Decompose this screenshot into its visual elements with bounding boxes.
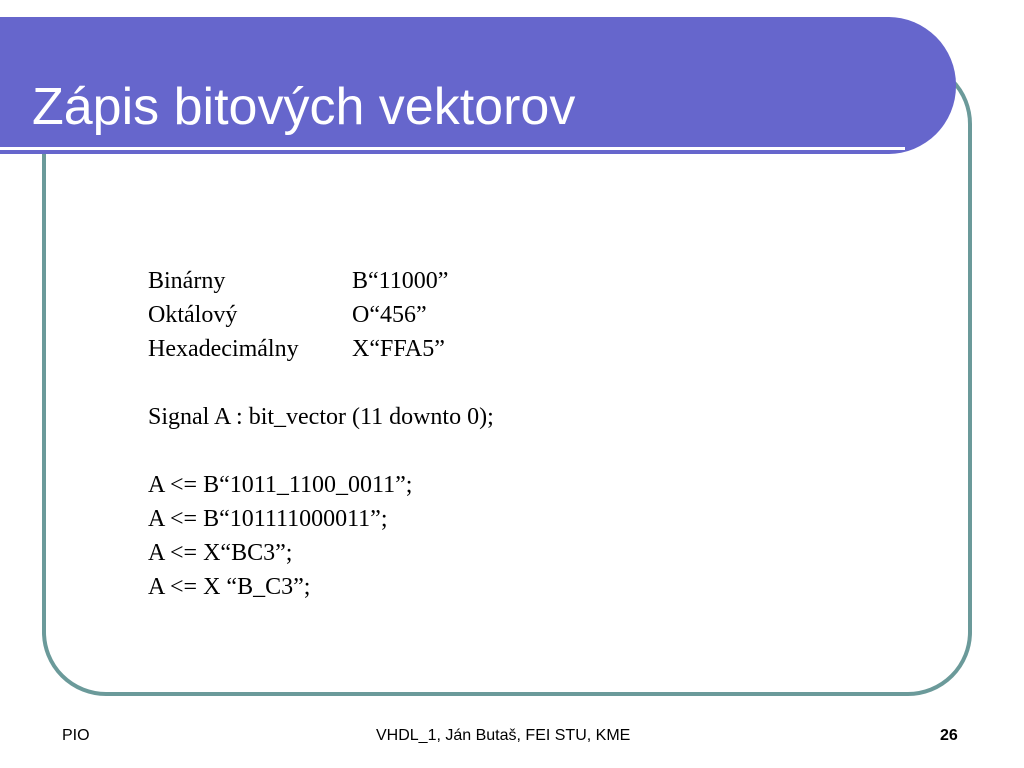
base-row-octal (148, 298, 494, 332)
base-row-binary (148, 264, 494, 298)
base-label: Oktálový (148, 302, 238, 328)
title-bar (0, 17, 956, 154)
assignment-line: A <= X “B_C3”; (148, 574, 311, 600)
base-value: X“FFA5” (352, 336, 445, 362)
spacer (148, 434, 494, 468)
spacer (148, 366, 494, 400)
base-label: Hexadecimálny (148, 336, 299, 362)
base-row-hex (148, 332, 494, 366)
assignment-line: A <= B“1011_1100_0011”; (148, 472, 413, 498)
title-underline (0, 147, 905, 150)
signal-declaration: Signal A : bit_vector (11 downto 0); (148, 404, 494, 430)
footer-center-text: VHDL_1, Ján Butaš, FEI STU, KME (376, 727, 631, 744)
base-value: O“456” (352, 302, 427, 328)
slide-title: Zápis bitových vektorov (32, 78, 576, 136)
base-label: Binárny (148, 268, 226, 294)
page-number: 26 (940, 727, 958, 744)
assignment-line: A <= B“101111000011”; (148, 506, 388, 532)
assignment-line: A <= X“BC3”; (148, 540, 293, 566)
footer-left-text: PIO (62, 727, 90, 744)
slide-body (148, 264, 494, 604)
base-value: B“11000” (352, 268, 449, 294)
